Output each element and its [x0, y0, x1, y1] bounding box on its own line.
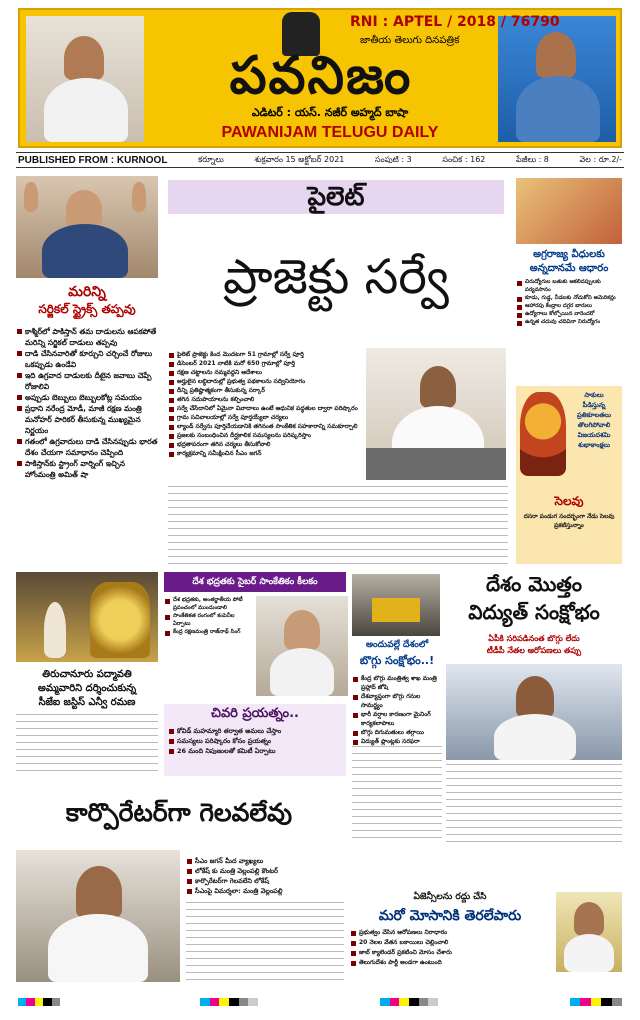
- right-point: ఉద్యోగాలు కోల్పోయిన వారెందరో: [516, 310, 622, 318]
- corporator-point: లోకేష్ కు మంత్రి వెల్లంపల్లి కౌంటర్: [186, 866, 344, 876]
- holiday-text: దసరా పండుగ సందర్భంగా నేడు సెలవు ప్రకటిస్తున్నాం: [523, 513, 615, 529]
- amit-shah-photo: [16, 176, 158, 278]
- left-point: గతంలో ఉగ్రవాదులు దాడి చేసినప్పుడు భారత దేశం చేయగా సమాధానం చెప్పింది: [16, 436, 158, 458]
- main-point: భద్రతాపరంగా తగిన చర్యలు తీసుకోవాలి: [168, 440, 364, 449]
- main-point: తగిన సదుపాయాలను కల్పించాలి: [168, 395, 364, 404]
- corporator-body-text: [186, 902, 344, 982]
- leader-photo-right: [498, 16, 616, 142]
- greeting-line: పీడిస్తున్న: [582, 401, 606, 409]
- lokesh-photo: [556, 892, 622, 972]
- main-point: రక్షణ చట్టాలను నమ్మవద్దని ఆదేశాలు: [168, 368, 364, 377]
- cji-body-text: [16, 714, 158, 772]
- english-title: PAWANIJAM TELUGU DAILY: [221, 124, 439, 141]
- last-try-point: సమస్యలు పరిష్కారం కోసం ప్రయత్నం: [168, 736, 342, 746]
- published-from: PUBLISHED FROM : KURNOOL: [18, 154, 168, 166]
- main-point: ప్రజలకు సంబంధించిన దీర్ఘకాలిక సమస్యలను పరిష్కరిస్తాం: [168, 431, 364, 440]
- cm-jagan-photo: [366, 348, 506, 480]
- coal-points: [352, 674, 442, 755]
- security-points: [164, 596, 252, 636]
- dasara-greeting: [516, 386, 622, 564]
- leader-photo-left: [26, 16, 144, 142]
- power-headline-2: విద్యుత్ సంక్షోభం: [468, 600, 600, 624]
- left-point: దాడి చేసినవారితో కూర్చుని చర్చించే రోజులు ఒకప్పుడు ఉండేవి: [16, 348, 158, 370]
- color-mark: [18, 998, 60, 1006]
- color-mark: [200, 998, 258, 1006]
- lokesh-point: ప్రభుత్వం చేసిన ఆరోపణలు నిరాధారం: [350, 928, 550, 938]
- right-points: [516, 278, 622, 326]
- corporator-headline: కార్పొరేటర్‌గా గెలవలేవు: [65, 798, 293, 827]
- last-try-point: 26 మంది నిపుణులతో కమిటీ ఏర్పాటు: [168, 746, 342, 756]
- main-points: [168, 350, 364, 458]
- corporator-point: కార్పొరేటర్‌గా గెలవలేని లోకేష్: [186, 876, 344, 886]
- dateline-price: వెల : రూ.2/-: [579, 154, 622, 164]
- coal-body-text: [352, 746, 442, 844]
- lokesh-points: [350, 928, 550, 968]
- security-headline: దేశ భద్రతకు సైబర్ సాంకేతికం కీలకం: [164, 572, 346, 592]
- greeting-line: ప్రతికూలతలు: [577, 411, 611, 419]
- last-try-point: కోవిడ్ మహమ్మారి తర్వాత అమలు చేస్తాం: [168, 726, 342, 736]
- left-point: కాశ్మీర్‌లో పాకిస్తాన్ తమ దాడులను ఆపకపోతే మరిన్ని సర్జికల్ దాడులు తప్పవు: [16, 326, 158, 348]
- cji-temple-photo: [16, 572, 158, 662]
- tagline: జాతీయ తెలుగు దినపత్రిక: [360, 35, 460, 46]
- left-point: ప్రధాని నరేంద్ర మోడీ, మాజీ రక్షణ మంత్రి మనోహర్ పారికర్ తీసుకున్న ముఖ్యమైన నిర్ణయం: [16, 403, 158, 436]
- coal-point: కేంద్ర బొగ్గు మంత్రిత్వ శాఖ మంత్రి ప్రహ్లాద్ జోషి: [352, 674, 442, 692]
- right-headline-2: అన్నదానమే ఆధారం: [529, 263, 609, 274]
- right-headline-1: అగ్రరాజ్య వీధులకు: [533, 249, 605, 260]
- cji-headline-3: సీజేఐ జస్టిస్ ఎన్వీ రమణ: [38, 697, 136, 708]
- food-bank-photo: [516, 178, 622, 244]
- left-headline-2: సర్జికల్ స్ట్రైక్స్ తప్పవు: [38, 302, 136, 316]
- power-sub-1: ఏపీకి సరిపడినంత బొగ్గు లేదు: [488, 634, 580, 643]
- corporator-point: సీఎంపై విమర్శలా: మంత్రి వెల్లంపల్లి: [186, 886, 344, 896]
- color-mark: [380, 998, 438, 1006]
- vellampalli-photo: [16, 850, 180, 982]
- security-point: సాంకేతికత రంగంలో కంపెనీల ఏర్పాటు: [164, 612, 252, 628]
- greeting-line: తొలగిపోవాలి: [577, 421, 611, 429]
- coal-point: బొగ్గు దిగుమతులు తగ్గాయి: [352, 728, 442, 737]
- greeting-line: విజయదశమి: [577, 431, 611, 439]
- main-point: సర్వే చేసేదానిలో ఏమైనా వివాదాలు ఉంటే ఆధునిక పద్ధతుల ద్వారా పరిష్కారం: [168, 404, 364, 413]
- right-point: ఉన్నత చదువు చదివినా నిరుద్యోగం: [516, 318, 622, 326]
- last-try-points: [168, 726, 342, 756]
- corporator-point: సీఎం జగన్ మీద వ్యాఖ్యలు: [186, 856, 344, 866]
- rajnath-photo: [256, 596, 348, 696]
- main-body-text: [168, 486, 508, 566]
- main-point: కార్యక్రమాన్ని సమీక్షించిన సీఎం జగన్: [168, 449, 364, 458]
- last-try-box: [164, 704, 346, 776]
- lokesh-point: తెలుగుదేశం పార్టీ అండగా ఉంటుంది: [350, 958, 550, 968]
- power-headline-1: దేశం మొత్తం: [485, 572, 582, 596]
- color-mark: [570, 998, 622, 1006]
- coal-point: దేశవ్యాప్తంగా బొగ్గు గనుల సామర్థ్యం: [352, 692, 442, 710]
- main-kicker: పైలెట్: [168, 180, 504, 214]
- goddess-icon: [520, 392, 566, 476]
- left-point: ఇది ఉగ్రవాద దాడులకు దీటైన జవాబు చెప్పే రోజులివి: [16, 370, 158, 392]
- right-point: చిరుద్యోగుల బతుకు ఆకలిదప్పులకు పర్యవసానం: [516, 278, 622, 294]
- dateline-city: కర్నూలు: [198, 154, 224, 164]
- dateline-pages: పేజీలు : 8: [516, 154, 549, 164]
- dateline-volume: సంపుటి : 3: [375, 154, 412, 164]
- power-sub-2: టీడీపీ నేతల ఆరోపణలు తప్పు: [486, 646, 582, 655]
- greeting-line: శుభాకాంక్షలు: [578, 441, 610, 449]
- lokesh-point: 20 నెలల వేతన బకాయిలు చెల్లించాలి: [350, 938, 550, 948]
- main-point: గ్రామ సచివాలయాల్లో సర్వే పూర్తయ్యేలా చర్యలు: [168, 413, 364, 422]
- last-try-headline: చివరి ప్రయత్నం..: [210, 706, 299, 721]
- left-point: అప్పుడు బెబ్బులు బెబ్బులకోట్ల సమయం: [16, 392, 158, 403]
- coal-headline-2: బొగ్గు సంక్షోభం..!: [359, 654, 435, 667]
- corporator-points: [186, 856, 344, 896]
- main-point: పైలెట్ ప్రాజెక్టు కింద మెుదటగా 51 గ్రామాల్లో సర్వే పూర్తి: [168, 350, 364, 359]
- left-point: పాకిస్తాన్‌కు స్ట్రాంగ్ వార్నింగ్ ఇచ్చిన హోంమంత్రి అమిత్ షా: [16, 458, 158, 480]
- newspaper-name: పవనిజం: [229, 46, 413, 106]
- holiday-title: సెలవు: [554, 494, 584, 508]
- cji-headline-1: తిరుచానూరు పద్మావతి: [42, 669, 132, 680]
- masthead: [18, 8, 622, 148]
- coal-point: భారీ వర్షాల కారణంగా మైనింగ్ కార్యకలాపాలు: [352, 710, 442, 728]
- left-points: [16, 326, 158, 480]
- main-point: దీన్ని ప్రతిష్టాత్మకంగా తీసుకున్న సర్కార్: [168, 386, 364, 395]
- coal-point: విద్యుత్ ప్లాంట్లకు సరఫరా: [352, 737, 442, 755]
- coal-headline-1: అందువల్లే దేశంలో: [365, 640, 429, 650]
- main-point: అర్హులైన లబ్ధిదారుల్లో ప్రభుత్వ పథకాలను సద్వినియోగం: [168, 377, 364, 386]
- lokesh-headline: మరో మోసానికి తెరలేపారు: [378, 908, 522, 924]
- cji-headline-2: అమ్మవారిని దర్శించుకున్న: [37, 683, 137, 694]
- dateline-bar: [16, 152, 624, 168]
- main-headline: ప్రాజెక్టు సర్వే: [223, 249, 449, 305]
- right-point: కూడు, గుడ్డ, నీడలకు నోచుకోని అమెరికన్లు: [516, 294, 622, 302]
- coal-mine-photo: [352, 574, 440, 636]
- main-point: ల్యాండ్ సర్వేను పూర్తిచేయడానికి తగినంత సాంకేతిక సహకారాన్ని సమకూర్చాలి: [168, 422, 364, 431]
- right-point: ఆహారపు కేంద్రాల దగ్గర బారులు: [516, 302, 622, 310]
- rni-badge: RNI : APTEL / 2018 / 76790: [350, 14, 560, 30]
- left-headline-1: మరిన్ని: [68, 284, 106, 300]
- editor-line: ఎడిటర్ : యస్. నజీర్ అహ్మద్ బాషా: [251, 106, 409, 119]
- lokesh-kicker: ఏజెన్సీలను రద్దు చేసి: [413, 892, 487, 902]
- dateline-date: శుక్రవారం 15 అక్టోబర్ 2021: [254, 154, 345, 164]
- power-body-text: [446, 764, 622, 844]
- dateline-issue: సంచిక : 162: [442, 154, 486, 164]
- lokesh-point: జాబ్ క్యాలెండర్ ప్రకటించి మోసం చేశారు: [350, 948, 550, 958]
- greeting-line: సాకులు: [584, 391, 604, 399]
- main-point: డిసెంబర్ 2021 నాటికి మరో 650 గ్రామాల్లో పూర్తి: [168, 359, 364, 368]
- minister-photo: [446, 664, 622, 760]
- security-point: కేంద్ర రక్షణమంత్రి రాజ్‌నాథ్ సింగ్: [164, 628, 252, 636]
- security-point: దేశ భద్రతకు, అంతర్జాతీయ పోటీ ప్రపంచంలో ముందుండాలి: [164, 596, 252, 612]
